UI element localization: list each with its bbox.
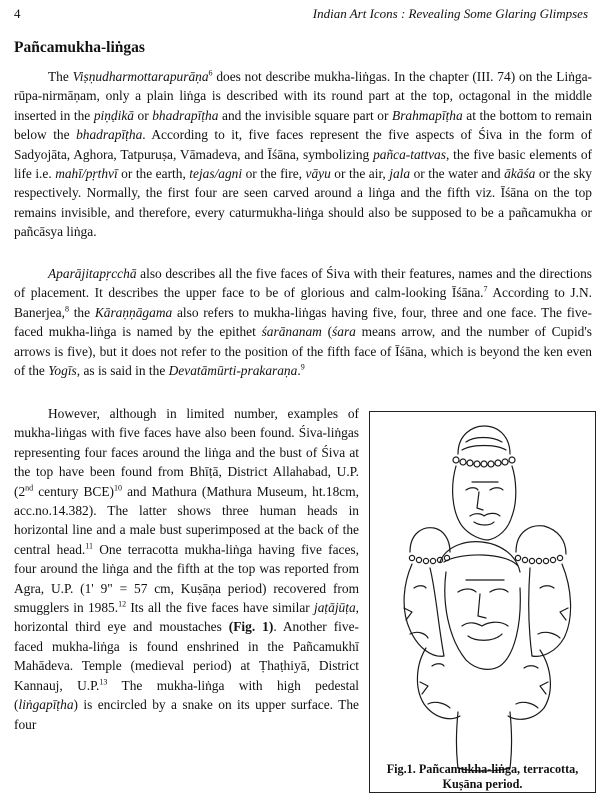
text-run: or the fire, <box>242 166 306 182</box>
footnote-ref: 10 <box>113 483 122 493</box>
page-number: 4 <box>14 6 21 21</box>
italic-term: tejas/agni <box>189 166 243 182</box>
text-run: does not describe mukha-liṅgas. In the chapter (III. 74) on the Liṅga-rūpa-nirmāṇam, only a plain liṅga is described with its round part at the top, octagonal in the middle inserted in the <box>14 69 592 123</box>
italic-term: jaṭājūṭa <box>313 600 356 616</box>
text-run: According to J.N. Banerjea, <box>14 285 592 320</box>
text-run: also describes all the five faces of Śiva with their features, names and the directions of placement. It describes the upper face to be of glorious and calm-looking Īśāna. <box>14 266 592 301</box>
italic-term: Yogīs <box>48 363 77 379</box>
italic-term: Aparājitapṛcchā <box>48 266 137 281</box>
footnote-ref: 7 <box>483 284 488 294</box>
text-run: , as is said in the <box>76 363 169 379</box>
text-run: ) is encircled by a snake on its upper surface. The four <box>14 697 359 732</box>
ordinal-suffix: nd <box>25 483 34 493</box>
running-title: Indian Art Icons : Revealing Some Glaring Glimpses <box>312 6 588 21</box>
text-run: . <box>297 363 301 379</box>
figure-reference: (Fig. 1) <box>228 619 274 635</box>
italic-term: Devatāmūrti-prakaraṇa <box>168 363 298 379</box>
text-run: , horizontal third eye and moustaches <box>14 600 360 635</box>
italic-term: vāyu <box>305 166 331 182</box>
footnote-ref: 6 <box>208 68 213 78</box>
caption-line-1: Fig.1. Pañcamukha-liṅga, terracotta, <box>386 762 579 776</box>
text-run: and Mathura (Mathura Museum, ht.18cm, acc.no.14.382). The latter shows three human heads in horizontal line and a male bust superimposed at the back of the central head. <box>14 483 359 557</box>
footnote-ref: 13 <box>99 677 108 687</box>
paragraph-3 <box>14 404 359 734</box>
footnote-ref: 8 <box>64 304 69 314</box>
italic-term: mahī/pṛthvī <box>55 166 118 182</box>
italic-term: piṇḍikā <box>93 107 134 123</box>
italic-term: Kāraṇṇāgama <box>94 304 173 320</box>
footnote-ref: 11 <box>85 541 93 551</box>
text-run: The mukha-liṅga with high pedestal ( <box>14 677 360 713</box>
italic-term: liṅgapīṭha <box>18 697 74 713</box>
text-run: or <box>133 107 153 123</box>
text-run: . Another five-faced mukha-liṅga is found enshrined in the Pañcamukhī Mahādeva. Temple (medieval period) at Ṭhaṭhiyā, District Kannauj, U.P. <box>14 619 359 693</box>
footnote-ref: 12 <box>118 599 127 609</box>
text-run: ( <box>321 324 333 340</box>
text-run: century BCE) <box>33 483 114 499</box>
caption-line-2: Kuṣāna period. <box>442 777 523 791</box>
text-run: means arrow, and the number of Cupid's arrows is five), but it does not refer to the position of the fifth face of Īśāna, which is beyond the ken even of the <box>14 324 592 379</box>
italic-term: Viṣṇudharmottarapurāṇa <box>72 69 209 84</box>
section-title: Pañcamukha-liṅgas <box>14 39 145 56</box>
text-run: or the earth, <box>117 166 190 182</box>
paragraph-1 <box>14 67 592 242</box>
text-run: and the invisible square part or <box>218 107 393 123</box>
figure-caption <box>369 762 596 792</box>
text-run: The <box>48 69 73 84</box>
paragraph-2 <box>14 264 592 380</box>
footnote-ref: 9 <box>300 362 305 372</box>
italic-term: ākāśa <box>504 166 536 182</box>
text-run: the <box>68 304 95 320</box>
italic-term: pañca-tattvas <box>373 146 446 162</box>
italic-term: śara <box>332 324 356 340</box>
text-run: . According to it, five faces represent the five aspects of Śiva in the form of Sadyojāta, Aghora, Tatpuruṣa, Vāmadeva, and Īśāna, symbolizing <box>14 127 593 162</box>
text-run: , the five basic elements of life i.e. <box>14 146 592 182</box>
figure-frame <box>369 411 596 793</box>
italic-term: bhadrapīṭha <box>152 107 219 123</box>
text-run: However, although in limited number, examples of mukha-liṅgas with five faces have also been found. Śiva-liṅgas representing four faces around the liṅga and the bust of Śiva at the top have been found from Bhīṭā, District Allahabad, U.P. (2 <box>14 406 359 499</box>
italic-term: śarānanam <box>261 324 322 340</box>
pancamukha-linga-drawing <box>370 412 595 792</box>
italic-term: bhadrapīṭha <box>76 127 143 143</box>
italic-term: Brahmapīṭha <box>392 107 463 123</box>
text-run: at the bottom to remain below the <box>14 107 592 143</box>
text-run: One terracotta mukha-liṅga having five faces, four around the liṅga and the fifth at the top was reported from Agra, U.P. (1' 9" = 57 cm, Kuṣāṇa period) recovered from smugglers in 1985. <box>14 541 359 616</box>
text-run: also refers to mukha-liṅgas having five, four, three and one face. The five-faced mukha-liṅga is named by the epithet <box>14 304 592 340</box>
text-run: or the air, <box>330 166 390 182</box>
text-run: or the water and <box>410 166 505 182</box>
text-run: or the sky respectively. Normally, the first four are seen carved around a liṅga and the fifth viz. Īśāna on the top remains invisible, and therefore, every caturmukha-liṅga should also be supposed to be a pañcamukha or pañcāsya liṅga. <box>14 166 592 240</box>
italic-term: jala <box>389 166 411 182</box>
text-run: Its all the five faces have similar <box>126 600 314 616</box>
